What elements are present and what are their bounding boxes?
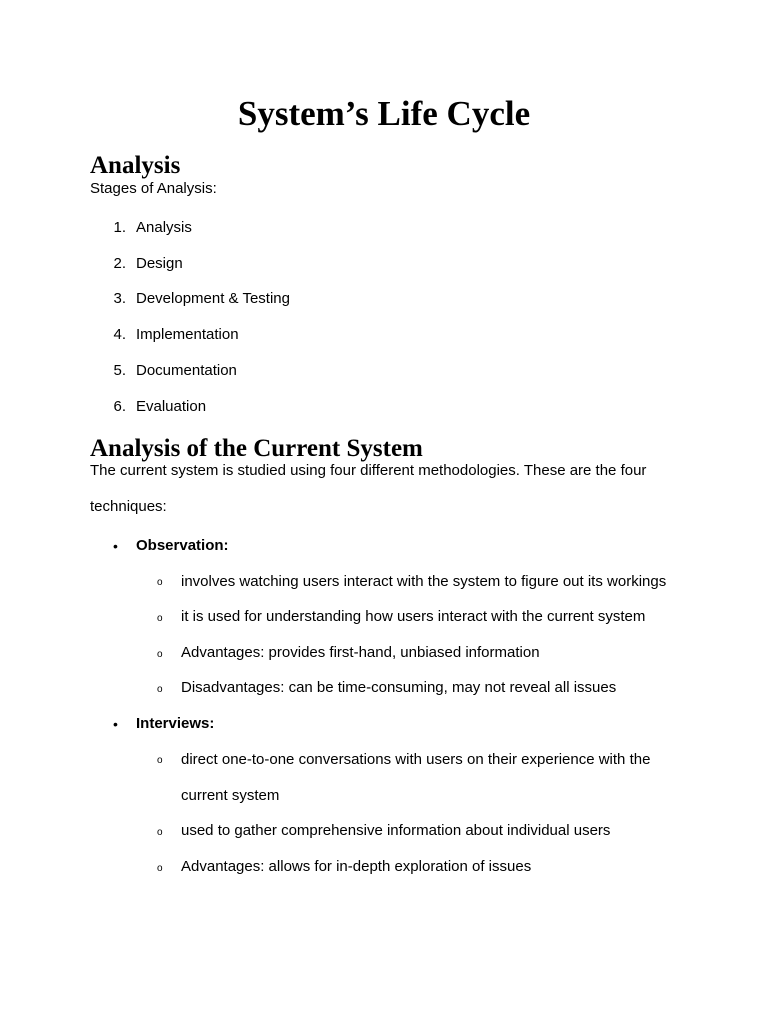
list-item: Advantages: allows for in-depth exploration of issues [181, 858, 532, 875]
sub-bullet-icon: o [157, 649, 163, 660]
list-item: Development & Testing [136, 290, 290, 307]
list-item-number: 1. [113, 219, 126, 236]
bullet-icon: • [113, 716, 118, 732]
section-heading-analysis: Analysis [90, 152, 181, 179]
sub-bullet-icon: o [157, 755, 163, 766]
list-item: Disadvantages: can be time-consuming, may not reveal all issues [181, 679, 617, 696]
list-item-number: 6. [113, 398, 126, 415]
list-item: used to gather comprehensive information about individual users [181, 822, 611, 839]
list-item: Implementation [136, 326, 239, 343]
list-item: Design [136, 255, 183, 272]
technique-label-interviews: Interviews: [136, 715, 215, 732]
list-item: Analysis [136, 219, 192, 236]
list-item-number: 5. [113, 362, 126, 379]
list-item: Documentation [136, 362, 237, 379]
sub-bullet-icon: o [157, 613, 163, 624]
current-system-intro-line1: The current system is studied using four different methodologies. These are the four [90, 462, 647, 479]
technique-label-observation: Observation: [136, 537, 229, 554]
list-item: Evaluation [136, 398, 207, 415]
page-title: System’s Life Cycle [237, 94, 531, 133]
stages-intro: Stages of Analysis: [90, 180, 217, 197]
list-item-number: 4. [113, 326, 126, 343]
sub-bullet-icon: o [157, 684, 163, 695]
sub-bullet-icon: o [157, 827, 163, 838]
list-item-number: 2. [113, 255, 126, 272]
list-item: Advantages: provides first-hand, unbiased information [181, 644, 540, 661]
list-item: it is used for understanding how users interact with the current system [181, 608, 646, 625]
bullet-icon: • [113, 538, 118, 554]
list-item: involves watching users interact with the system to figure out its workings [181, 573, 667, 590]
list-item-number: 3. [113, 290, 126, 307]
list-item: direct one-to-one conversations with users on their experience with the [181, 751, 651, 768]
list-item-continuation: current system [181, 787, 280, 804]
current-system-intro-line2: techniques: [90, 498, 167, 515]
sub-bullet-icon: o [157, 863, 163, 874]
sub-bullet-icon: o [157, 577, 163, 588]
section-heading-current-system: Analysis of the Current System [90, 435, 423, 462]
